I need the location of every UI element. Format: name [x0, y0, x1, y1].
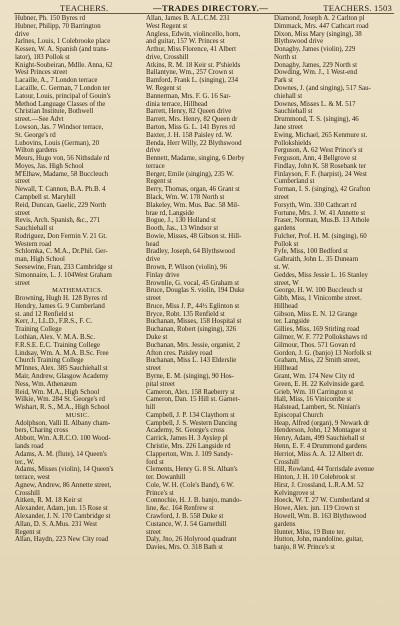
directory-entry-line: Dixon, Miss Mary (singing), 38: [274, 30, 362, 38]
directory-entry-line: Campbell st. Maryhill: [15, 193, 76, 201]
directory-entry-line: terrace: [146, 162, 165, 170]
directory-entry-line: Clapperton, Wm. J. 109 Sandy-: [146, 450, 233, 458]
directory-entry-line: Episcopal Church: [274, 411, 324, 419]
directory-entry-line: Bradley, Joseph, 64 Blythswood: [146, 248, 235, 256]
column-left: [15, 15, 140, 544]
directory-entry-line: Hubner, Ph. 150 Byres rd: [15, 15, 86, 22]
directory-entry-line: gardens: [274, 520, 296, 528]
directory-entry-line: Bannerman, Mrs. F. G. 16 Sar-: [146, 92, 231, 100]
directory-entry-line: Hall, Miss, 16 Vinicombe st: [274, 396, 352, 404]
directory-entry-line: street: [15, 209, 30, 217]
directory-entry-line: Carrick, James H. 3 Ayslep pl: [146, 435, 228, 443]
directory-entry-line: Christian Institute, Bothwell: [15, 108, 94, 116]
directory-entry-line: banjo, 8 W. Prince's st: [274, 544, 335, 552]
directory-entry-line: Angless, Edwin, violincello, horn,: [146, 30, 241, 38]
directory-entry-line: Howe, Alex. jun. 119 Crown st: [274, 505, 360, 513]
directory-entry-line: Donaghy, James, 229 North st: [274, 61, 357, 69]
directory-entry-line: street, W: [274, 279, 299, 287]
directory-entry-line: Cameron, Alex. 158 Raeberry st: [146, 388, 235, 396]
directory-entry-line: head: [146, 240, 160, 248]
directory-entry-line: Lindsay, Wm. A. M.A. B.Sc. Free: [15, 349, 109, 357]
directory-entry-line: Bryce, Robt. 135 Renfield st: [146, 310, 225, 318]
directory-entry-line: M'Elhaw, Madame, 58 Buccleuch: [15, 170, 109, 178]
directory-entry-line: Crosshill: [274, 458, 299, 466]
directory-entry-line: Hunter, Miss, 19 Bute ter.: [274, 528, 346, 536]
directory-entry-line: Knight-Soubeiran, Mdlle. Anna, 62: [15, 61, 113, 69]
directory-entry-line: Christie, Mrs. 226 Langside rd: [146, 442, 231, 450]
directory-entry-line: street: [15, 178, 30, 186]
header-right-page-number: TEACHERS. 1503: [323, 3, 392, 13]
directory-entry-line: George, H. W. 100 Buccleuch st: [274, 287, 363, 295]
directory-entry-line: Buchanan, Miss L. 143 Elderslie: [146, 357, 237, 365]
directory-entry-line: Agnew, Andrew, 86 Annette street,: [15, 481, 112, 489]
directory-entry-line: Adams, A. M. (flute), 14 Queen's: [15, 450, 107, 458]
directory-entry-line: Blythswood drive: [274, 38, 324, 46]
directory-entry-line: Lowson, Jas. 7 Windsor terrace,: [15, 123, 104, 131]
directory-entry-line: ter. Dowanhill: [146, 474, 186, 482]
directory-entry-line: Berger, Emile (singing), 235 W.: [146, 170, 234, 178]
directory-entry-line: Henn, E. F. 4 Drummond gardens: [274, 442, 367, 450]
directory-entry-line: Fraser, Norman, Mus.B. 13 Athole: [274, 217, 370, 225]
section-heading: MATHEMATICS.: [52, 287, 103, 295]
directory-entry-line: Gibson, Miss E. N. 12 Grange: [274, 310, 358, 318]
directory-entry-line: Jane street: [274, 123, 303, 131]
directory-entry-line: Downes, J. (and singing), 517 Sau-: [274, 85, 371, 93]
directory-entry-line: Alexander, Adam, jun. 15 Rose st: [15, 505, 108, 513]
directory-entry-line: ford st: [146, 458, 164, 466]
directory-entry-line: Abbott, Wm. A.R.C.O. 100 Wood-: [15, 435, 111, 443]
directory-entry-line: hill: [146, 404, 156, 412]
directory-entry-line: Church Training College: [15, 357, 84, 365]
directory-entry-line: Crosshill: [15, 489, 40, 497]
directory-entry-line: Bogue, J., 130 Holland st: [146, 217, 216, 225]
directory-entry-line: drive, Crosshill: [146, 53, 189, 61]
directory-entry-line: Reid, Wm. M.A., High School: [15, 388, 100, 396]
directory-entry-line: Latour, Louis, principal of Gouin's: [15, 92, 111, 100]
directory-entry-line: bers, Charing cross: [15, 427, 69, 435]
directory-entry-line: Crawford, J. B. 558 Duke st: [146, 513, 224, 520]
directory-entry-line: Gordon, J. G. (banjo) 13 Norfolk st: [274, 349, 372, 357]
directory-entry-line: Kelvingrove st: [274, 489, 315, 497]
directory-entry-line: Schlomka, C. M.A., Dr.Phil. Ger-: [15, 248, 108, 256]
directory-entry-line: Forsyth, Wm. 330 Cathcart rd: [274, 201, 357, 209]
directory-entry-line: line, &c. 164 Renfrew st: [146, 505, 214, 513]
directory-entry-line: Hillhead: [274, 365, 298, 373]
column-middle: [146, 15, 269, 552]
header-rule: [14, 13, 394, 14]
directory-entry-line: Berry, Thomas, organ, 46 Grant st: [146, 186, 240, 194]
directory-entry-line: Pollok st: [274, 240, 299, 248]
directory-entry-line: Western road: [15, 240, 52, 248]
directory-entry-line: Arthur, Miss Florence, 41 Albert: [146, 46, 237, 54]
directory-entry-line: Daly, Jno, 26 Holyrood quadrant: [146, 536, 237, 544]
directory-entry-line: W. Regent st: [146, 85, 182, 93]
directory-entry-line: Clements, Henry G. 8 St. Alban's: [146, 466, 238, 474]
directory-entry-line: Seesewine, Fran, 233 Cambridge st: [15, 264, 113, 271]
directory-entry-line: Bennett, Madame, singing, 6 Derby: [146, 155, 245, 163]
directory-entry-line: Reid, Duncan, Gaelic, 229 North: [15, 201, 106, 209]
directory-entry-line: Bruce, Douglas S. violin, 194 Duke: [146, 287, 245, 295]
directory-entry-line: Finlayson, F. F. (harpist), 24 West: [274, 170, 367, 178]
directory-entry-line: Aitken, R. M. 18 Keir st: [15, 497, 82, 505]
directory-entry-line: Moyes, Jas. High School: [15, 162, 84, 170]
directory-entry-line: Sauchiehall st: [15, 225, 54, 233]
directory-entry-line: Sauchiehall st: [274, 108, 313, 116]
directory-entry-line: Meurs, Hugo von, 56 Nithsdale rd: [15, 155, 110, 163]
directory-entry-line: Browning, Hugh H. 128 Byres rd: [15, 295, 108, 303]
directory-entry-line: Geddes, Miss Jessie L. 16 Stanley: [274, 271, 368, 279]
directory-entry-line: Buchanan, Mrs. Jessie, organist, 2: [146, 341, 241, 349]
directory-entry-line: Forman, I. S. (singing), 42 Grafton: [274, 186, 371, 194]
directory-entry-line: drive: [146, 147, 161, 155]
directory-entry-line: Buchanan, Misses, 158 Hospital st: [146, 318, 242, 326]
directory-entry-line: Fortune, Mrs. J. W. 41 Annette st: [274, 209, 366, 217]
directory-entry-line: Black, Wm. W. 178 North st: [146, 193, 225, 201]
directory-entry-line: Adams, Misses (violin), 14 Queen's: [15, 466, 114, 474]
directory-entry-line: Campbell, J. S. Western Dancing: [146, 419, 237, 427]
directory-entry-line: Bruce, Miss J. P., 44½ Eglinton st: [146, 302, 240, 310]
directory-entry-line: Regent st: [15, 528, 41, 536]
directory-entry-line: Dowding, Wm. J., 1 West-end: [274, 69, 358, 77]
directory-entry-line: Jarlnes, Louis, 1 Colebrooke place: [15, 38, 111, 46]
directory-entry-line: Park st: [274, 77, 293, 85]
directory-entry-line: Green, E. H. 22 Kelvinside gard.: [274, 380, 365, 388]
directory-entry-line: Lacaille, C. German, 7 London ter: [15, 85, 110, 93]
directory-entry-line: Gilmour, Thos. 571 Govan rd: [274, 341, 356, 349]
directory-entry-line: chiehall st: [274, 92, 303, 100]
directory-entry-line: Graham, Miss, 22 Smith street,: [274, 357, 360, 365]
directory-entry-line: Hoeck, W. T. 27 W. Cumberland st: [274, 497, 370, 505]
directory-entry-line: Barrett, Henry, 82 Queen drive: [146, 108, 232, 116]
directory-entry-line: M'Innes, Alex. 385 Sauchiehall st: [15, 365, 108, 373]
directory-entry-line: Custance, W. J. 54 Garnethill: [146, 520, 227, 528]
directory-entry-line: Davies, Mrs. O. 318 Bath st: [146, 544, 223, 552]
directory-entry-line: Bamford, Frank L. (singing), 234: [146, 77, 239, 85]
directory-entry-line: Afton cres. Paisley road: [146, 349, 213, 357]
directory-entry-line: Fyfe, Miss, 100 Bedford st: [274, 248, 348, 256]
directory-entry-line: Revis, Arch. Spanish, &c., 271: [15, 217, 101, 225]
directory-entry-line: and guitar, 157 W. Princes st: [146, 38, 225, 46]
directory-entry-line: ter., W.: [15, 458, 35, 466]
directory-entry-line: brae rd, Langside: [146, 209, 195, 217]
directory-entry-line: Lothian, Alex. V. M.A. B.Sc.: [15, 334, 95, 342]
directory-entry-line: Hutton, John, mandoline, guitar,: [274, 536, 364, 544]
directory-entry-line: Academy, St. George's cross: [146, 427, 225, 435]
directory-entry-line: man, High School: [15, 256, 65, 264]
directory-entry-line: Fulcher, Prof. H. M. (singing), 60: [274, 232, 367, 240]
section-heading: MUSIC.: [65, 411, 90, 419]
directory-entry-line: Campbell, J. P. 134 Claythorn st: [146, 411, 235, 419]
directory-entry-line: Hillhead: [274, 302, 298, 310]
directory-entry-line: Ferguson, A. 62 West Prince's st: [274, 147, 363, 155]
directory-entry-line: Ballantyne, Wm., 257 Crown st: [146, 69, 234, 77]
directory-entry-line: lands road: [15, 442, 44, 450]
directory-entry-line: Finlay drive: [146, 271, 180, 279]
directory-entry-line: West Princes street: [15, 69, 68, 77]
directory-entry-line: Benda, Herr Willy, 22 Blythswood: [146, 139, 242, 147]
directory-entry-line: Lubovins, Louis (German), 20: [15, 139, 100, 147]
directory-entry-line: street: [15, 279, 30, 287]
directory-entry-line: pital street: [146, 380, 175, 388]
directory-entry-line: Byrne, E. M. (singing), 90 Hos-: [146, 372, 234, 380]
directory-entry-line: Buchanan, Robert (singing), 326: [146, 326, 237, 334]
directory-entry-line: drive: [146, 256, 161, 264]
column-right: [274, 15, 398, 552]
directory-entry-line: Wilkie, Wm. 284 St. George's rd: [15, 396, 105, 404]
directory-entry-line: Simonnaire, L. J. 104West Graham: [15, 271, 112, 279]
directory-entry-line: Training College: [15, 326, 62, 334]
directory-entry-line: Pollokshields: [274, 139, 312, 147]
directory-entry-line: Wilton gardens: [15, 147, 58, 155]
directory-entry-line: Wishart, R. S., M.A., High School: [15, 404, 110, 412]
directory-entry-line: street: [146, 295, 161, 303]
directory-entry-line: Barton, Miss G. L. 141 Byres rd: [146, 123, 235, 131]
directory-entry-line: Ferguson, Ann, 4 Bellgrove st: [274, 155, 357, 163]
directory-entry-line: West Regent st: [146, 22, 188, 30]
directory-entry-line: ter. Langside: [274, 318, 310, 326]
directory-entry-line: Kessen, W. A. Spanish (and trans-: [15, 46, 109, 54]
directory-entry-line: Findlay, John K. 58 Rosebank ter: [274, 162, 366, 170]
directory-entry-line: lator), 183 Pollok st: [15, 53, 70, 61]
directory-entry-line: Galbraith, John L. 35 Dunearn: [274, 256, 359, 264]
directory-entry-line: Brownlie, G. vocal, 45 Graham st: [146, 279, 240, 287]
directory-entry-line: terrace, west: [15, 474, 50, 482]
directory-entry-line: Adolphson, Valli II. Albany cham-: [15, 419, 111, 427]
directory-entry-line: Duke st: [146, 334, 168, 342]
directory-entry-line: Allan, James B. A.L.C.M. 231: [146, 15, 230, 22]
directory-entry-line: Blakeley, Wm. Mus. Bac. 58 Mil-: [146, 201, 240, 209]
directory-entry-line: Hirst, J. Crossland, L.R.A.M. 52: [274, 481, 364, 489]
directory-entry-line: drive: [15, 30, 30, 38]
directory-entry-line: st. and 12 Renfield st: [15, 310, 74, 318]
directory-entry-line: Hill, Rowland, 44 Torrisdale avenue: [274, 466, 375, 474]
directory-entry-line: street: [146, 365, 161, 373]
directory-entry-line: Alexander, J. N. 170 Cambridge st: [15, 513, 111, 520]
directory-entry-line: Cole, W. H. (Cole's Band), 6 W.: [146, 481, 234, 489]
directory-entry-line: Hinton, J. H. 10 Colebrook st: [274, 474, 356, 482]
directory-entry-line: Regent st: [146, 178, 172, 186]
directory-entry-line: street: [274, 193, 289, 201]
directory-entry-line: Lacaille, A., 7 London terrace: [15, 77, 98, 85]
directory-entry-line: street.—See Advt: [15, 116, 64, 124]
directory-entry-line: Brown, P. Wilson (violin), 96: [146, 264, 227, 271]
directory-entry-line: Herriot, Miss A. A. 12 Albert dr.: [274, 450, 364, 458]
directory-entry-line: Grieb, Wm. 10 Carrington st: [274, 388, 354, 396]
directory-entry-line: Henderson, John, 12 Montague st: [274, 427, 367, 435]
directory-entry-line: Baxter, J. H. 158 Paisley rd. W.: [146, 131, 233, 139]
directory-entry-line: Barrett, Mrs. Henry, 82 Queen dr: [146, 116, 238, 124]
directory-entry-line: Gillies, Miss, 169 Stirling road: [274, 326, 360, 334]
directory-entry-line: Atkins, R. M. 18 Keir st. P'shields: [146, 61, 241, 69]
directory-entry-line: Newall, T. Cannon, B.A. Ph.B. 4: [15, 186, 106, 194]
directory-entry-line: Allan, Haydn, 223 New City road: [15, 536, 109, 544]
directory-entry-line: Halstead, Lambert, St. Ninian's: [274, 404, 361, 412]
directory-entry-line: Ewing, Michael, 265 Kenmure st.: [274, 131, 368, 139]
directory-entry-line: Bowie, Misses, 48 Gibson st. Hill-: [146, 232, 242, 240]
directory-entry-line: Gibb, Miss, 1 Vinicombe street.: [274, 295, 362, 303]
directory-entry-line: Mair, Andrew, Glasgow Academy: [15, 372, 109, 380]
directory-entry-line: Howell, Wm. B. 163 Blythswood: [274, 513, 367, 520]
directory-entry-line: Connochie, H. J. B. banjo, mando-: [146, 497, 242, 505]
directory-entry-line: Prince's st: [146, 489, 174, 497]
header-left: TEACHERS.: [60, 3, 109, 13]
directory-entry-line: Hubner, Philipp, 70 Barrington: [15, 22, 101, 30]
directory-entry-line: Rodriguez, Don Fermin V. 21 Gt.: [15, 232, 107, 240]
directory-entry-line: Dimmack, Mrs. 447 Cathcart road: [274, 22, 369, 30]
directory-entry-line: st. W.: [274, 264, 290, 271]
directory-entry-line: Grant, Wm. 174 New City rd: [274, 372, 355, 380]
directory-entry-line: Booth, Jas., 13 Windsor st: [146, 225, 219, 233]
directory-entry-line: Cameron, Dan. 15 Hill st. Garnet-: [146, 396, 240, 404]
directory-entry-line: Hendry, James G. 9 Cumberland: [15, 302, 105, 310]
directory-entry-line: Allan, D. S. A.Mus. 231 West: [15, 520, 98, 528]
directory-entry-line: dinia terrace, Hillhead: [146, 100, 208, 108]
directory-entry-line: Method Language Classes of the: [15, 100, 106, 108]
directory-entry-line: F.R.S.E. E.C. Training College: [15, 341, 101, 349]
directory-entry-line: street: [146, 528, 161, 536]
directory-entry-line: Donaghy, James (violin), 229: [274, 46, 356, 54]
directory-entry-line: Downes, Misses L. & M. 517: [274, 100, 356, 108]
directory-entry-line: Kerr, J., LL.D., F.R.S., F. C.: [15, 318, 93, 326]
directory-entry-line: Diamond, Joseph A. 2 Carlton pl: [274, 15, 365, 22]
directory-entry-line: Henry, Adam, 499 Sauchiehall st: [274, 435, 365, 443]
directory-entry-line: gardens: [274, 225, 296, 233]
directory-entry-line: North st: [274, 53, 297, 61]
directory-entry-line: Heap, Alfred (organ), 9 Newark dr: [274, 419, 370, 427]
directory-entry-line: Gilmer, W. F. 772 Pollokshaws rd: [274, 334, 367, 342]
directory-entry-line: Ness, Wm. Athenæum: [15, 380, 77, 388]
header-title: —TRADES DIRECTORY.—: [153, 3, 269, 13]
directory-entry-line: Drummond, T. S. (singing), 46: [274, 116, 359, 124]
directory-entry-line: St. George's rd: [15, 131, 56, 139]
directory-entry-line: Cumberland st: [274, 178, 315, 186]
